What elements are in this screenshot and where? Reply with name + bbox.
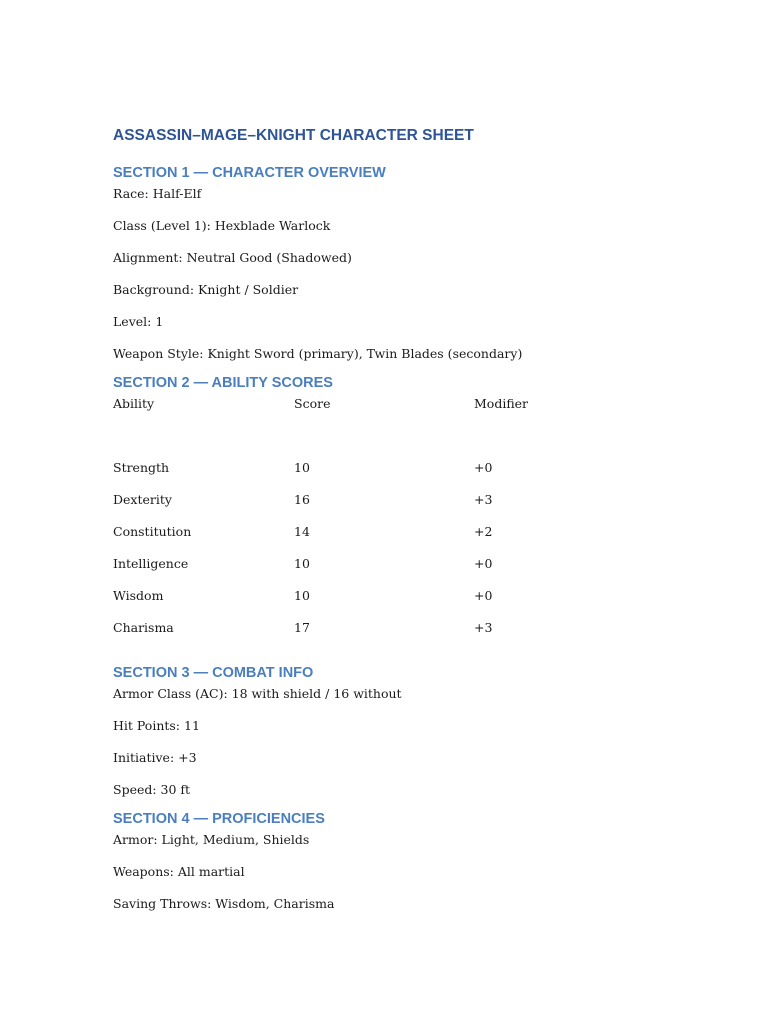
alignment-line: Alignment: Neutral Good (Shadowed) [113, 250, 352, 265]
class-line: Class (Level 1): Hexblade Warlock [113, 218, 331, 233]
table-row [113, 556, 713, 572]
table-row [113, 460, 713, 476]
table-row [113, 588, 713, 604]
ability-score: 10 [294, 556, 310, 571]
saving-throws-line: Saving Throws: Wisdom, Charisma [113, 896, 335, 911]
column-header-score: Score [294, 396, 331, 411]
speed-line: Speed: 30 ft [113, 782, 191, 797]
ability-name: Wisdom [113, 588, 164, 603]
level-line: Level: 1 [113, 314, 164, 329]
table-row [113, 492, 713, 508]
ability-modifier: +0 [474, 460, 493, 475]
table-row [113, 620, 713, 636]
ability-modifier: +3 [474, 492, 493, 507]
ability-score: 10 [294, 460, 310, 475]
race-line: Race: Half-Elf [113, 186, 202, 201]
ability-name: Charisma [113, 620, 174, 635]
weapon-style-line: Weapon Style: Knight Sword (primary), Twin Blades (secondary) [113, 346, 523, 361]
ability-score: 14 [294, 524, 310, 539]
armor-proficiency-line: Armor: Light, Medium, Shields [113, 832, 310, 847]
hit-points-line: Hit Points: 11 [113, 718, 200, 733]
weapons-proficiency-line: Weapons: All martial [113, 864, 245, 879]
ability-table-header [113, 396, 713, 412]
ability-name: Constitution [113, 524, 192, 539]
ability-name: Dexterity [113, 492, 172, 507]
column-header-modifier: Modifier [474, 396, 529, 411]
ability-score: 10 [294, 588, 310, 603]
column-header-ability: Ability [113, 396, 155, 411]
document-page [113, 126, 713, 912]
section-3-heading: SECTION 3 — COMBAT INFO [113, 665, 314, 681]
background-line: Background: Knight / Soldier [113, 282, 299, 297]
ability-name: Strength [113, 460, 170, 475]
ability-modifier: +0 [474, 588, 493, 603]
ability-modifier: +2 [474, 524, 493, 539]
ability-modifier: +3 [474, 620, 493, 635]
section-2-heading: SECTION 2 — ABILITY SCORES [113, 375, 333, 391]
section-4-heading: SECTION 4 — PROFICIENCIES [113, 811, 325, 827]
ability-score: 16 [294, 492, 310, 507]
initiative-line: Initiative: +3 [113, 750, 197, 765]
armor-class-line: Armor Class (AC): 18 with shield / 16 without [113, 686, 402, 701]
section-1-heading: SECTION 1 — CHARACTER OVERVIEW [113, 165, 386, 181]
ability-score: 17 [294, 620, 310, 635]
ability-name: Intelligence [113, 556, 189, 571]
document-title: ASSASSIN–MAGE–KNIGHT CHARACTER SHEET [113, 127, 474, 144]
ability-modifier: +0 [474, 556, 493, 571]
table-row [113, 524, 713, 540]
